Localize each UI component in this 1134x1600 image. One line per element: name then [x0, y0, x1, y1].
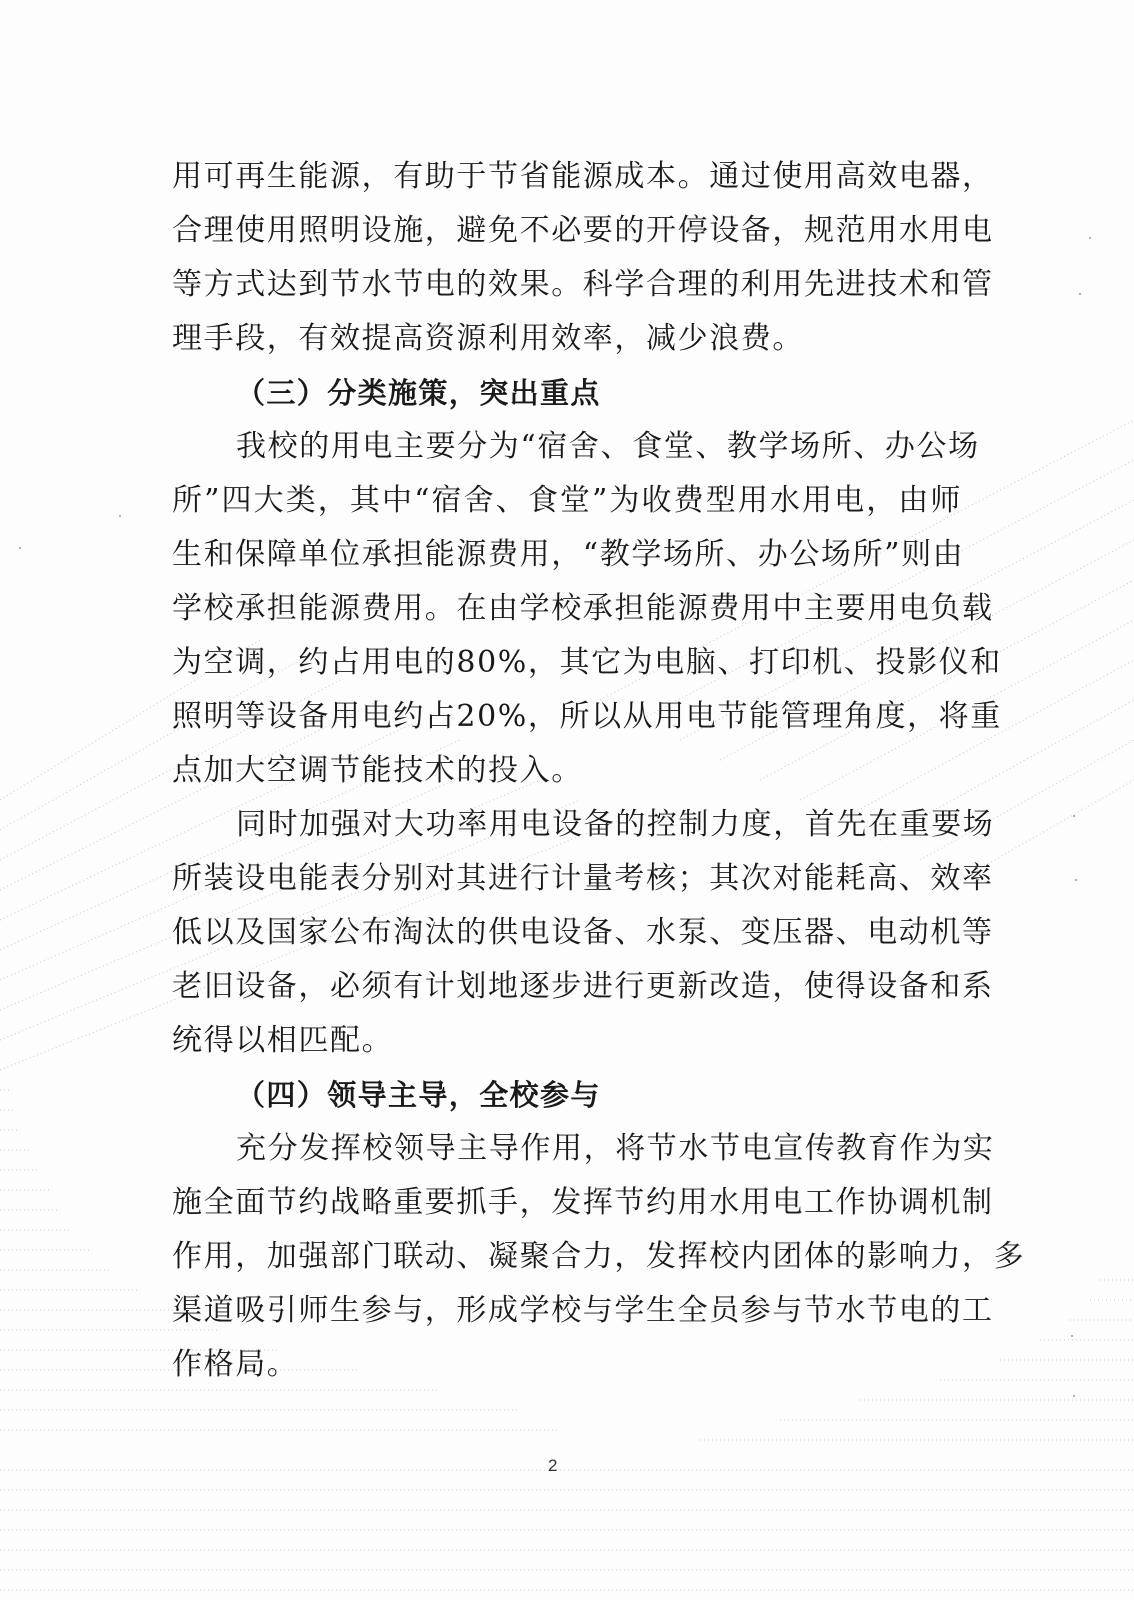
paragraph-3	[172, 798, 995, 1068]
text-line: 施全面节约战略重要抓手，发挥节约用水用电工作协调机制	[172, 1185, 994, 1220]
text-line: 所”四大类，其中“宿舍、食堂”为收费型用水用电，由师	[172, 483, 962, 518]
text-line: 照明等设备用电约占20%，所以从用电节能管理角度，将重	[172, 699, 1002, 734]
paragraph-4	[172, 1122, 1026, 1392]
text-line: 学校承担能源费用。在由学校承担能源费用中主要用电负载	[172, 591, 994, 626]
page-number: 2	[548, 1456, 558, 1475]
text-line: 所装设电能表分别对其进行计量考核；其次对能耗高、效率	[172, 861, 994, 896]
text-line: 作用，加强部门联动、凝聚合力，发挥校内团体的影响力，多	[172, 1239, 1026, 1274]
text-line: 充分发挥校领导主导作用，将节水节电宣传教育作为实	[236, 1131, 995, 1166]
section-heading-3: （三）分类施策，突出重点	[236, 376, 601, 410]
text-line: 为空调，约占用电的80%，其它为电脑、打印机、投影仪和	[172, 645, 1002, 680]
text-line: 同时加强对大功率用电设备的控制力度，首先在重要场	[236, 807, 995, 842]
text-line: 我校的用电主要分为“宿舍、食堂、教学场所、办公场	[236, 429, 980, 464]
text-line: 生和保障单位承担能源费用，“教学场所、办公场所”则由	[172, 537, 965, 572]
text-line: 理手段，有效提高资源利用效率，减少浪费。	[172, 321, 804, 356]
text-line: 点加大空调节能技术的投入。	[172, 753, 583, 788]
text-line: 作格局。	[172, 1347, 299, 1382]
text-line: 统得以相匹配。	[172, 1023, 394, 1058]
section-heading-4: （四）领导主导，全校参与	[236, 1078, 601, 1112]
text-line: 渠道吸引师生参与，形成学校与学生全员参与节水节电的工	[172, 1293, 994, 1328]
body-text	[172, 150, 1026, 1392]
text-line: 用可再生能源，有助于节省能源成本。通过使用高效电器，	[172, 159, 994, 194]
paragraph-1	[172, 150, 994, 366]
text-line: 低以及国家公布淘汰的供电设备、水泵、变压器、电动机等	[172, 915, 994, 950]
paragraph-2	[172, 420, 1002, 798]
text-line: 等方式达到节水节电的效果。科学合理的利用先进技术和管	[172, 267, 994, 302]
text-line: 合理使用照明设施，避免不必要的开停设备，规范用水用电	[172, 213, 994, 248]
text-line: 老旧设备，必须有计划地逐步进行更新改造，使得设备和系	[172, 969, 994, 1004]
